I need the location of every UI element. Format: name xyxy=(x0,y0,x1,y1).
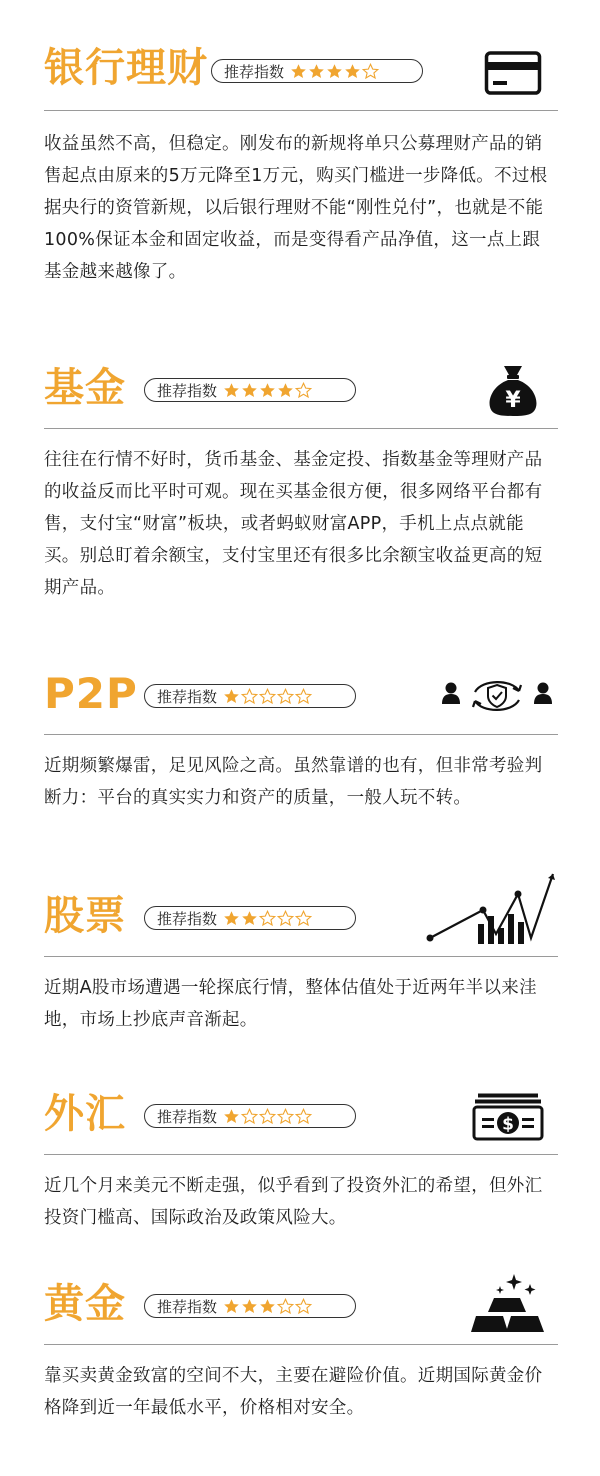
star-filled-icon xyxy=(241,910,258,927)
section-text: 近期频繁爆雷，足见风险之高。虽然靠谱的也有，但非常考验判断力：平台的真实实力和资产的质量，一般人玩不转。 xyxy=(44,756,543,808)
star-rating xyxy=(223,910,312,927)
section-bank-wealth xyxy=(44,44,558,304)
star-filled-icon xyxy=(241,382,258,399)
rating-badge xyxy=(144,1294,356,1318)
star-filled-icon xyxy=(326,63,343,80)
star-filled-icon xyxy=(290,63,307,80)
rating-label: 推荐指数 xyxy=(157,381,218,400)
divider xyxy=(44,428,558,429)
rating-badge xyxy=(144,378,356,402)
star-empty-icon xyxy=(295,688,312,705)
star-filled-icon xyxy=(241,1298,258,1315)
star-rating xyxy=(223,1298,312,1315)
star-empty-icon xyxy=(277,910,294,927)
divider xyxy=(44,956,558,957)
star-empty-icon xyxy=(295,1108,312,1125)
section-title: 股票 xyxy=(44,893,126,939)
gold-bars-icon xyxy=(470,1270,546,1338)
p2p-exchange-icon xyxy=(442,674,552,718)
star-empty-icon xyxy=(241,688,258,705)
section-text: 近几个月来美元不断走强，似乎看到了投资外汇的希望，但外汇投资门槛高、国际政治及政策风险大。 xyxy=(44,1176,543,1228)
rating-label: 推荐指数 xyxy=(157,1107,218,1126)
star-empty-icon xyxy=(295,1298,312,1315)
section-stocks xyxy=(44,892,558,1032)
star-rating xyxy=(223,1108,312,1125)
star-empty-icon xyxy=(259,688,276,705)
star-rating xyxy=(290,63,379,80)
star-empty-icon xyxy=(259,910,276,927)
star-filled-icon xyxy=(223,1108,240,1125)
section-gold xyxy=(44,1280,558,1430)
section-forex xyxy=(44,1090,558,1230)
section-title: 外汇 xyxy=(44,1091,126,1137)
section-fund xyxy=(44,364,558,600)
section-text: 往往在行情不好时，货币基金、基金定投、指数基金等理财产品的收益反而比平时可观。现在买基金很方便，很多网络平台都有售，支付宝“财富”板块，或者蚂蚁财富APP，手机上点点就能买。别总盯着余额宝，支付宝里还有很多比余额宝收益更高的短期产品。 xyxy=(44,450,543,598)
star-filled-icon xyxy=(344,63,361,80)
star-empty-icon xyxy=(362,63,379,80)
star-empty-icon xyxy=(277,1298,294,1315)
section-p2p xyxy=(44,670,558,840)
divider xyxy=(44,734,558,735)
star-filled-icon xyxy=(259,382,276,399)
star-filled-icon xyxy=(223,910,240,927)
star-rating xyxy=(223,688,312,705)
rating-label: 推荐指数 xyxy=(224,62,285,81)
section-text: 收益虽然不高，但稳定。刚发布的新规将单只公募理财产品的销售起点由原来的5万元降至1万元，购买门槛进一步降低。不过根据央行的资管新规，以后银行理财不能“刚性兑付”，也就是不能100%保证本金和固定收益，而是变得看产品净值，这一点上跟基金越来越像了。 xyxy=(44,134,548,282)
rating-label: 推荐指数 xyxy=(157,1297,218,1316)
dollar-symbol: $ xyxy=(502,1114,514,1135)
stock-chart-icon xyxy=(426,866,558,946)
rating-badge xyxy=(144,906,356,930)
rating-label: 推荐指数 xyxy=(157,909,218,928)
bank-card-icon xyxy=(484,50,542,96)
star-empty-icon xyxy=(277,688,294,705)
section-title: 基金 xyxy=(44,365,126,411)
section-text: 近期A股市场遭遇一轮探底行情，整体估值处于近两年半以来洼地，市场上抄底声音渐起。 xyxy=(44,978,537,1030)
rating-badge xyxy=(144,684,356,708)
star-empty-icon xyxy=(295,910,312,927)
star-rating xyxy=(223,382,312,399)
rating-badge xyxy=(211,59,423,83)
star-filled-icon xyxy=(259,1298,276,1315)
section-title: 银行理财 xyxy=(44,45,208,91)
divider xyxy=(44,1344,558,1345)
yen-symbol: ¥ xyxy=(505,388,521,413)
money-bag-icon xyxy=(486,362,540,418)
star-filled-icon xyxy=(277,382,294,399)
star-empty-icon xyxy=(259,1108,276,1125)
star-filled-icon xyxy=(223,382,240,399)
star-filled-icon xyxy=(223,688,240,705)
divider xyxy=(44,110,558,111)
rating-label: 推荐指数 xyxy=(157,687,218,706)
star-filled-icon xyxy=(223,1298,240,1315)
rating-badge xyxy=(144,1104,356,1128)
star-filled-icon xyxy=(308,63,325,80)
star-empty-icon xyxy=(241,1108,258,1125)
star-empty-icon xyxy=(295,382,312,399)
section-text: 靠买卖黄金致富的空间不大，主要在避险价值。近期国际黄金价格降到近一年最低水平，价格相对安全。 xyxy=(44,1366,543,1418)
section-title: P2P xyxy=(44,669,138,718)
dollar-banknote-icon xyxy=(472,1092,544,1142)
divider xyxy=(44,1154,558,1155)
star-empty-icon xyxy=(277,1108,294,1125)
section-title: 黄金 xyxy=(44,1281,126,1327)
